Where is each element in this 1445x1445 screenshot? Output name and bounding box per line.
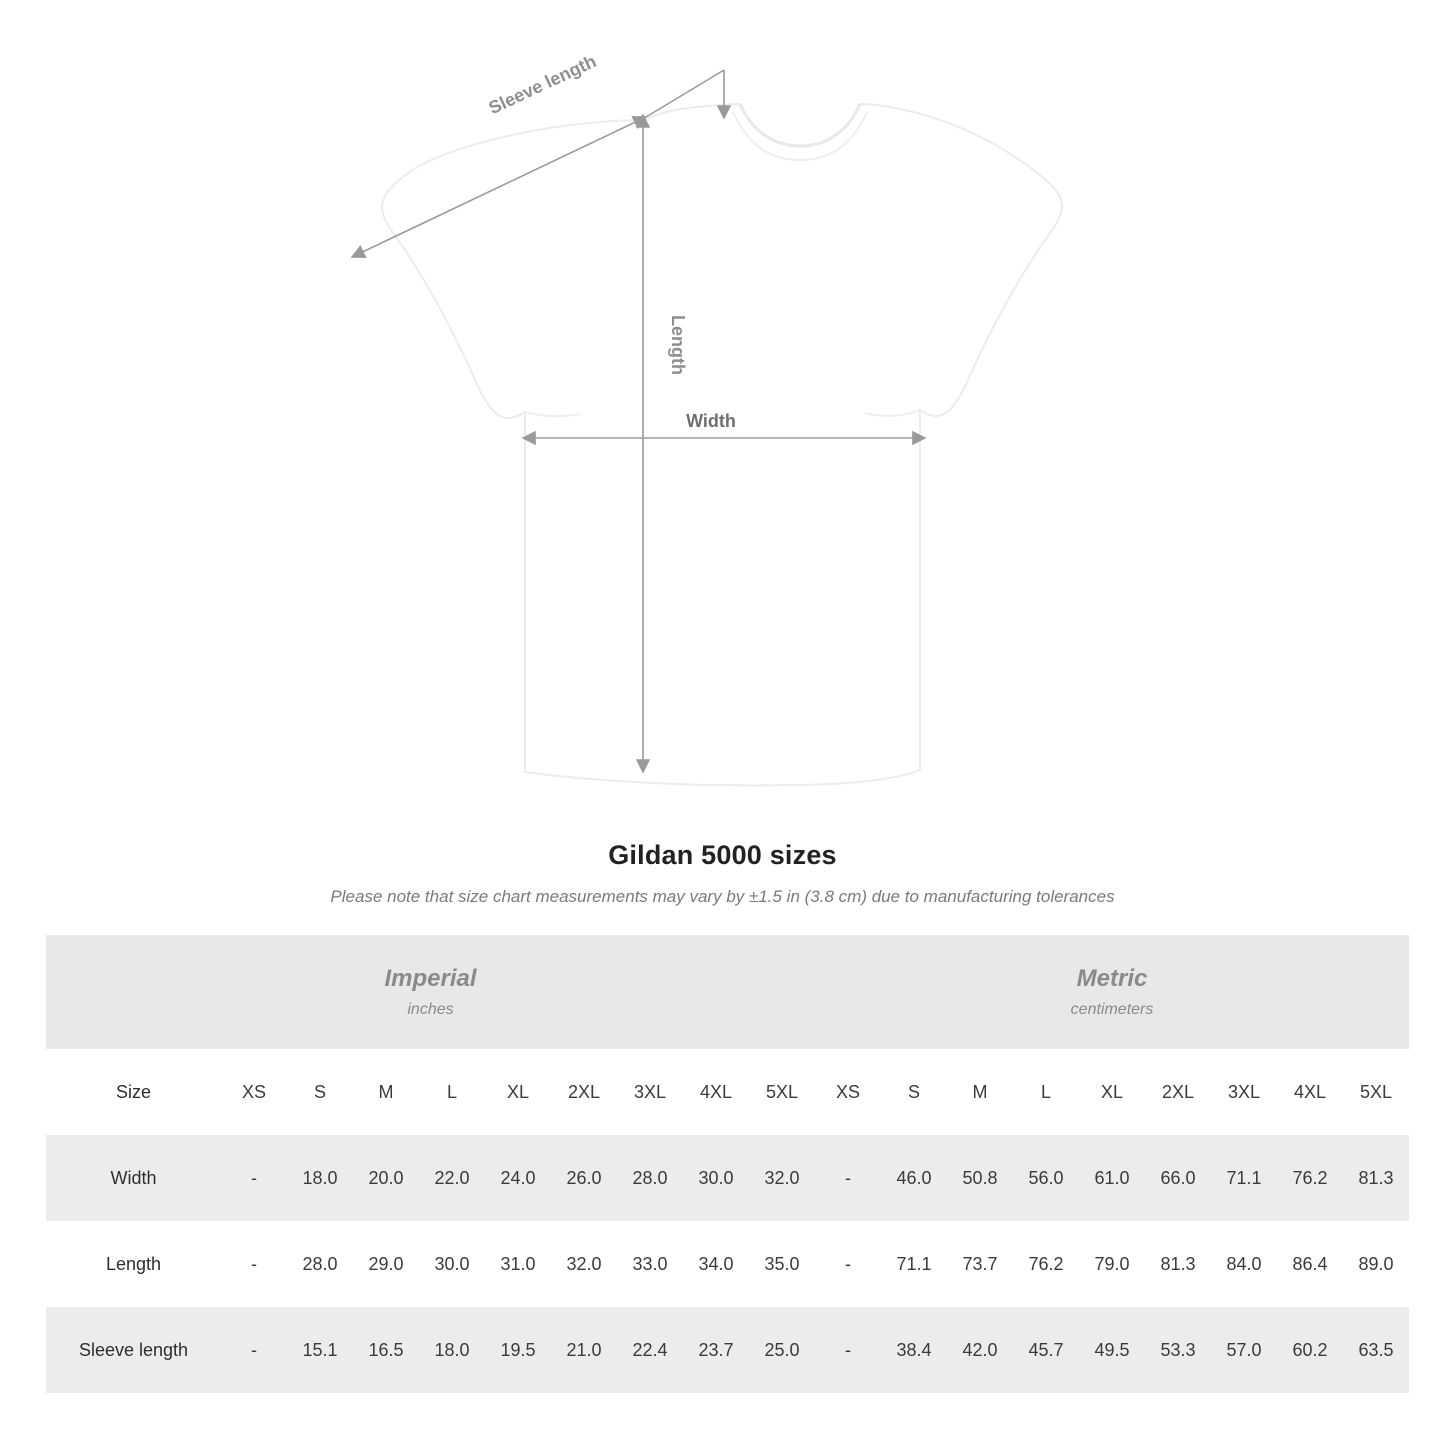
header-size-met-1: S — [881, 1049, 947, 1135]
cell-width-imp-7: 30.0 — [683, 1135, 749, 1221]
cell-sleeve-met-5: 53.3 — [1145, 1307, 1211, 1393]
size-header-row — [46, 1049, 1409, 1135]
cell-sleeve-imp-0: - — [221, 1307, 287, 1393]
tolerance-note: Please note that size chart measurements may vary by ±1.5 in (3.8 cm) due to manufacturing tolerances — [330, 887, 1115, 906]
header-size-imp-2: M — [353, 1049, 419, 1135]
header-size-met-5: 2XL — [1145, 1049, 1211, 1135]
cell-length-imp-8: 35.0 — [749, 1221, 815, 1307]
table-row — [46, 1307, 1409, 1393]
cell-length-met-8: 89.0 — [1343, 1221, 1409, 1307]
cell-length-met-6: 84.0 — [1211, 1221, 1277, 1307]
cell-sleeve-met-7: 60.2 — [1277, 1307, 1343, 1393]
chart-title-block — [0, 840, 1445, 907]
header-size-imp-7: 4XL — [683, 1049, 749, 1135]
cell-width-imp-1: 18.0 — [287, 1135, 353, 1221]
cell-sleeve-imp-6: 22.4 — [617, 1307, 683, 1393]
cell-width-imp-0: - — [221, 1135, 287, 1221]
cell-width-met-5: 66.0 — [1145, 1135, 1211, 1221]
cell-length-imp-7: 34.0 — [683, 1221, 749, 1307]
cell-sleeve-imp-2: 16.5 — [353, 1307, 419, 1393]
page-title: Gildan 5000 sizes — [608, 840, 837, 870]
cell-width-met-6: 71.1 — [1211, 1135, 1277, 1221]
header-size-met-3: L — [1013, 1049, 1079, 1135]
header-size-imp-5: 2XL — [551, 1049, 617, 1135]
cell-length-met-0: - — [815, 1221, 881, 1307]
cell-width-imp-3: 22.0 — [419, 1135, 485, 1221]
header-size-imp-0: XS — [221, 1049, 287, 1135]
header-size-imp-6: 3XL — [617, 1049, 683, 1135]
table-row — [46, 1135, 1409, 1221]
cell-width-imp-8: 32.0 — [749, 1135, 815, 1221]
cell-width-imp-5: 26.0 — [551, 1135, 617, 1221]
header-size-imp-4: XL — [485, 1049, 551, 1135]
cell-width-imp-2: 20.0 — [353, 1135, 419, 1221]
cell-width-met-8: 81.3 — [1343, 1135, 1409, 1221]
sleeve-length-label: Sleeve length — [485, 50, 600, 119]
cell-width-met-7: 76.2 — [1277, 1135, 1343, 1221]
header-size-label: Size — [46, 1049, 221, 1135]
row-label-sleeve-length: Sleeve length — [46, 1307, 221, 1393]
header-size-imp-8: 5XL — [749, 1049, 815, 1135]
unit-imperial-cell — [46, 935, 815, 1049]
cell-sleeve-imp-7: 23.7 — [683, 1307, 749, 1393]
unit-metric-sub: centimeters — [1070, 1001, 1154, 1018]
cell-sleeve-met-1: 38.4 — [881, 1307, 947, 1393]
cell-sleeve-met-0: - — [815, 1307, 881, 1393]
cell-sleeve-met-2: 42.0 — [947, 1307, 1013, 1393]
cell-width-imp-6: 28.0 — [617, 1135, 683, 1221]
row-label-width: Width — [46, 1135, 221, 1221]
header-size-met-4: XL — [1079, 1049, 1145, 1135]
cell-width-met-3: 56.0 — [1013, 1135, 1079, 1221]
cell-length-imp-6: 33.0 — [617, 1221, 683, 1307]
cell-sleeve-imp-4: 19.5 — [485, 1307, 551, 1393]
cell-length-imp-1: 28.0 — [287, 1221, 353, 1307]
unit-imperial-name: Imperial — [384, 965, 477, 992]
cell-sleeve-met-3: 45.7 — [1013, 1307, 1079, 1393]
cell-width-imp-4: 24.0 — [485, 1135, 551, 1221]
cell-length-met-1: 71.1 — [881, 1221, 947, 1307]
length-label: Length — [668, 315, 688, 375]
cell-sleeve-imp-5: 21.0 — [551, 1307, 617, 1393]
cell-sleeve-met-4: 49.5 — [1079, 1307, 1145, 1393]
cell-length-met-5: 81.3 — [1145, 1221, 1211, 1307]
size-table-wrapper — [0, 935, 1445, 1393]
cell-length-imp-2: 29.0 — [353, 1221, 419, 1307]
unit-metric-name: Metric — [1076, 965, 1148, 992]
unit-metric-cell — [815, 935, 1409, 1049]
width-label: Width — [686, 411, 736, 431]
cell-width-met-1: 46.0 — [881, 1135, 947, 1221]
header-size-met-6: 3XL — [1211, 1049, 1277, 1135]
cell-width-met-4: 61.0 — [1079, 1135, 1145, 1221]
header-size-met-0: XS — [815, 1049, 881, 1135]
header-size-met-2: M — [947, 1049, 1013, 1135]
header-size-met-7: 4XL — [1277, 1049, 1343, 1135]
cell-sleeve-imp-8: 25.0 — [749, 1307, 815, 1393]
tshirt-shape — [382, 104, 1062, 785]
cell-length-imp-5: 32.0 — [551, 1221, 617, 1307]
header-size-imp-1: S — [287, 1049, 353, 1135]
cell-length-met-3: 76.2 — [1013, 1221, 1079, 1307]
unit-header-row — [46, 935, 1409, 1049]
row-label-length: Length — [46, 1221, 221, 1307]
cell-length-imp-3: 30.0 — [419, 1221, 485, 1307]
unit-imperial-sub: inches — [407, 1001, 454, 1018]
cell-sleeve-met-6: 57.0 — [1211, 1307, 1277, 1393]
header-size-met-8: 5XL — [1343, 1049, 1409, 1135]
cell-width-met-2: 50.8 — [947, 1135, 1013, 1221]
cell-sleeve-met-8: 63.5 — [1343, 1307, 1409, 1393]
cell-length-met-4: 79.0 — [1079, 1221, 1145, 1307]
cell-sleeve-imp-1: 15.1 — [287, 1307, 353, 1393]
header-size-imp-3: L — [419, 1049, 485, 1135]
cell-length-met-7: 86.4 — [1277, 1221, 1343, 1307]
size-table — [46, 935, 1409, 1393]
cell-length-imp-0: - — [221, 1221, 287, 1307]
cell-sleeve-imp-3: 18.0 — [419, 1307, 485, 1393]
cell-length-imp-4: 31.0 — [485, 1221, 551, 1307]
table-row — [46, 1221, 1409, 1307]
cell-width-met-0: - — [815, 1135, 881, 1221]
cell-length-met-2: 73.7 — [947, 1221, 1013, 1307]
